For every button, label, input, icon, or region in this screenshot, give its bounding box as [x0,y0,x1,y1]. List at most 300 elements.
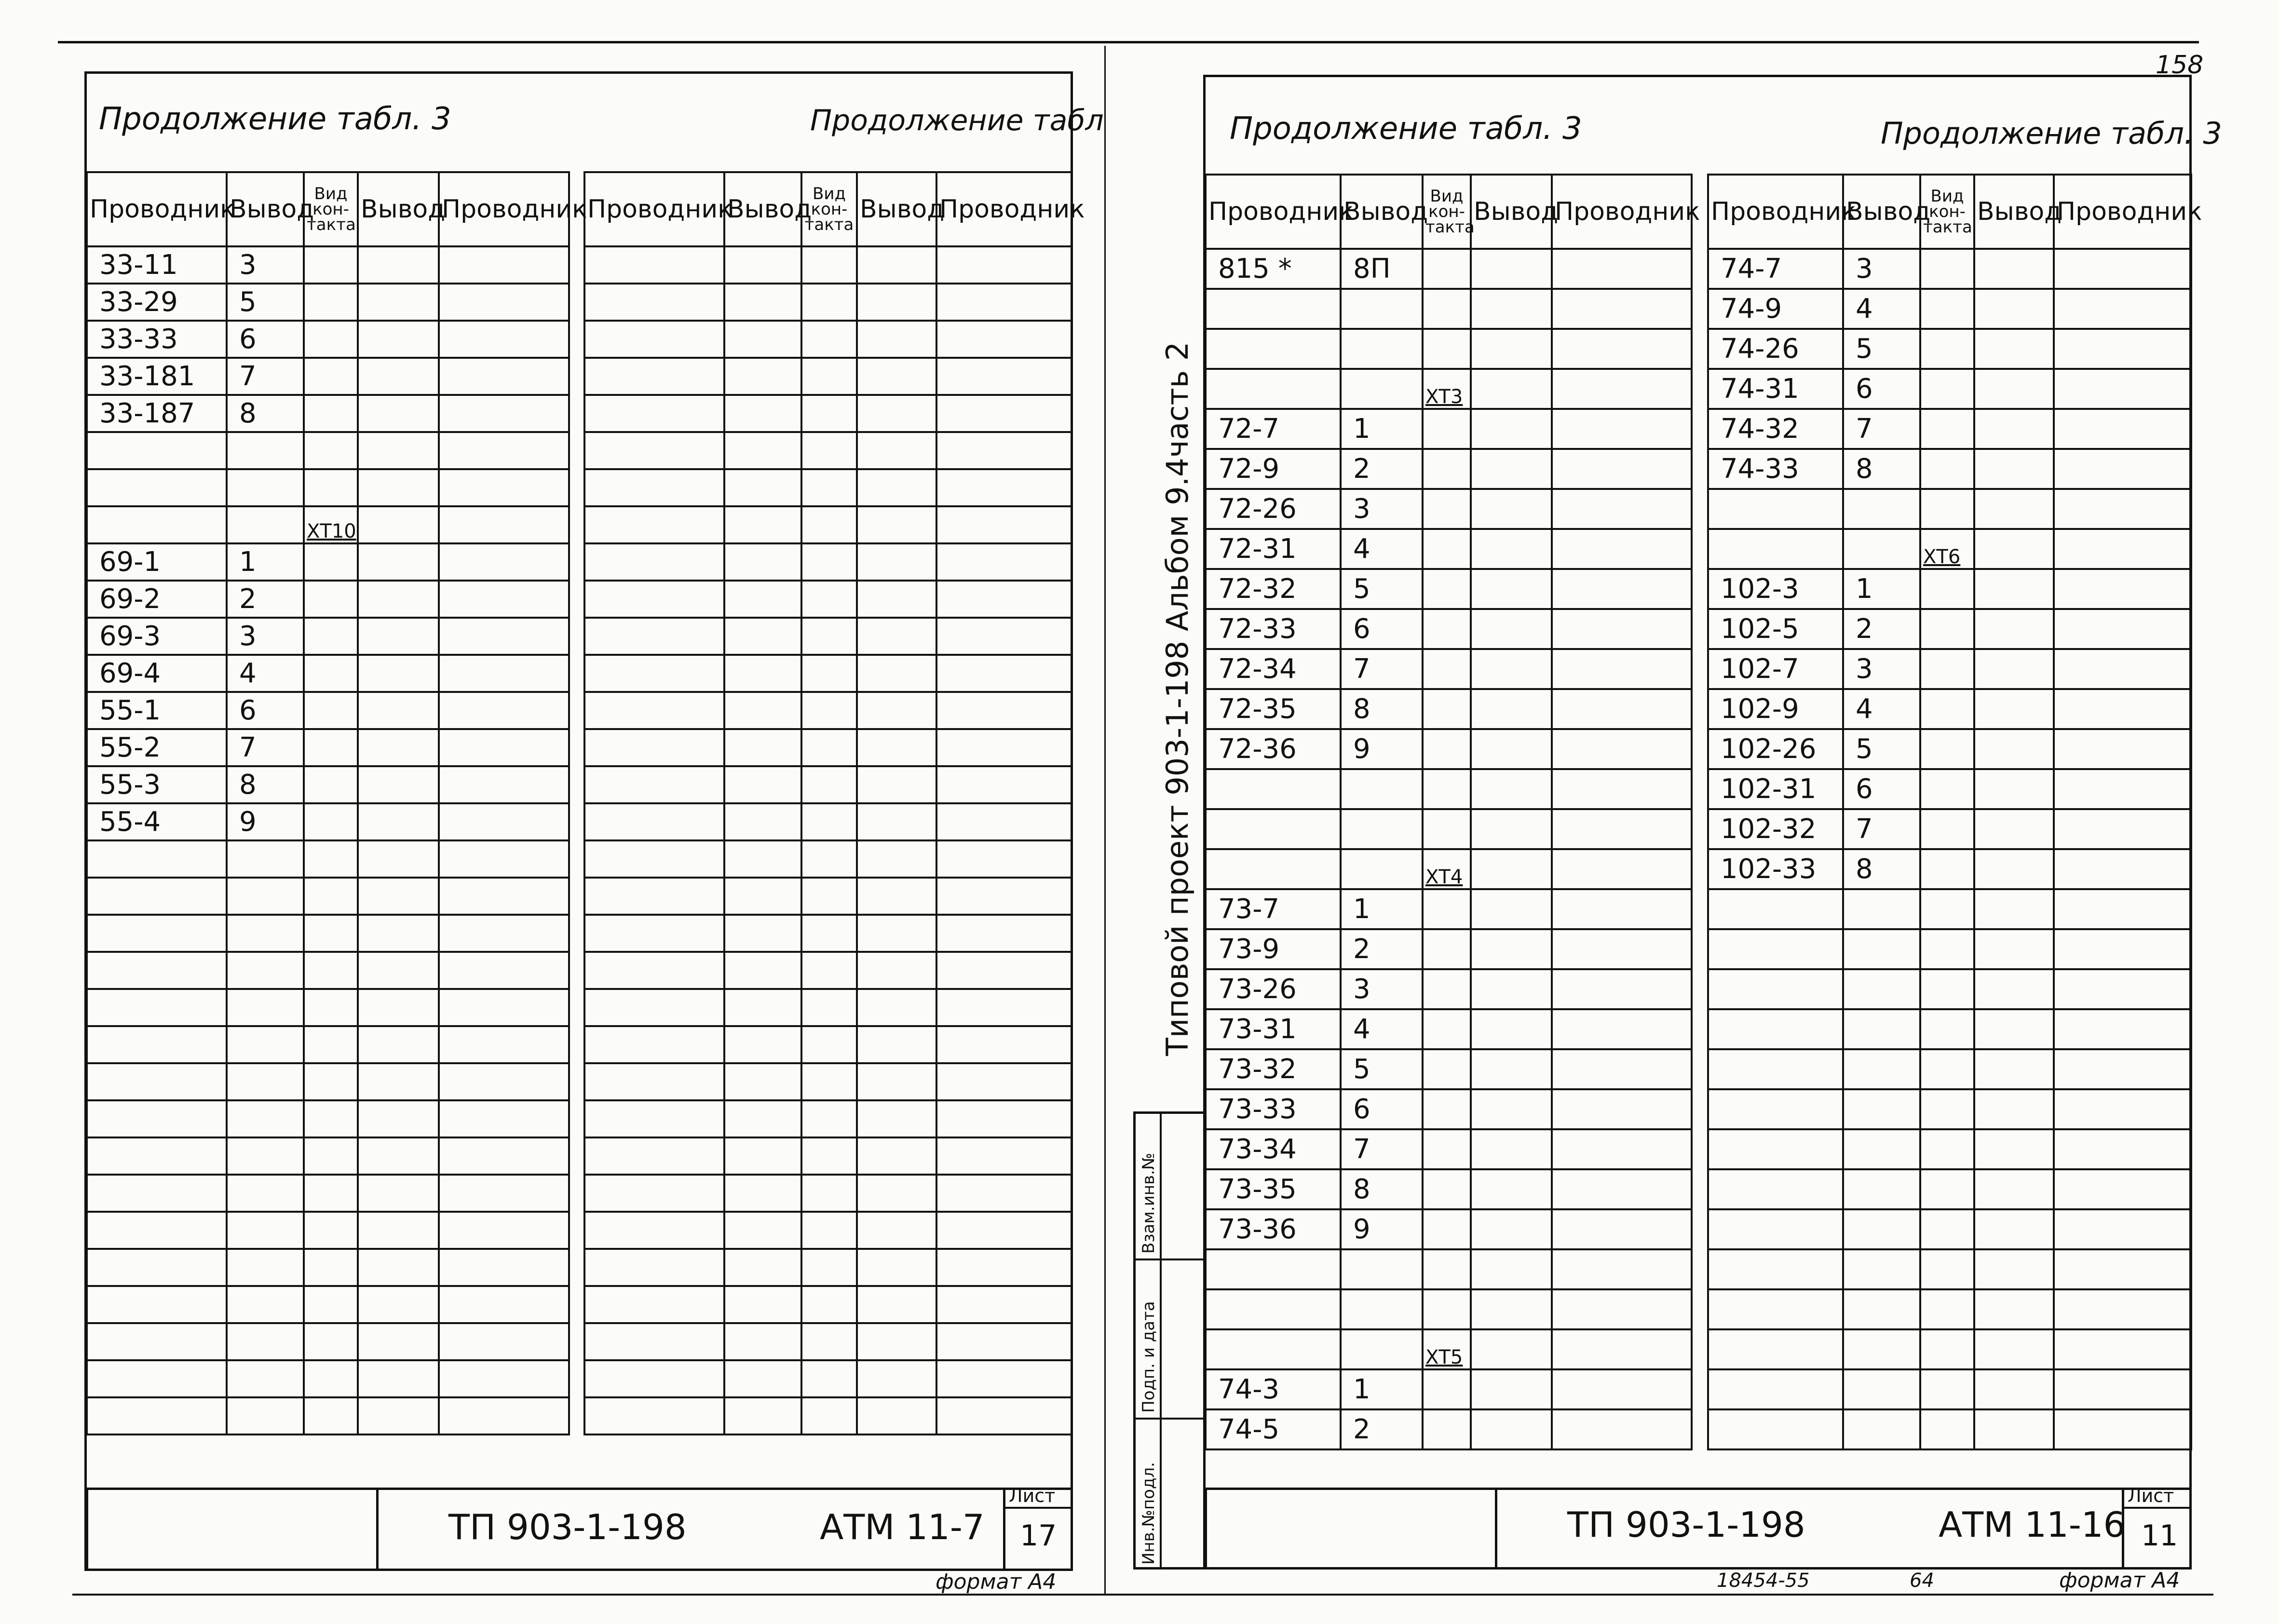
table-row [584,692,1072,729]
contact-cell [304,766,358,803]
output-cell [724,432,801,469]
contact-cell [304,321,358,358]
conductor-2-cell [1552,609,1692,649]
output-2-cell [1974,329,2054,369]
conductor-2-cell [1552,1249,1692,1289]
contact-cell [304,655,358,692]
contact-cell [304,358,358,395]
table-row [584,506,1072,543]
table-row [584,989,1072,1026]
conductor-cell [1206,1289,1341,1329]
conductor-2-cell [439,692,569,729]
contact-cell [1920,769,1974,809]
table-row [1206,809,1692,849]
contact-cell [1920,1049,1974,1089]
table-row [1206,1009,1692,1049]
table-row [87,284,569,321]
table-row [1206,1049,1692,1089]
conductor-2-cell [2054,409,2191,449]
col-output-2: Вывод [1471,175,1552,249]
contact-cell [1920,1409,1974,1449]
contact-cell [801,321,857,358]
table-row [584,284,1072,321]
table-row [87,1286,569,1323]
contact-cell [1920,489,1974,529]
output-cell: 9 [227,803,304,840]
conductor-2-cell [936,1323,1072,1360]
conductor-cell [584,1323,724,1360]
output-cell: 7 [227,729,304,766]
contact-cell [801,1212,857,1249]
conductor-2-cell [2054,1009,2191,1049]
table-row [1206,329,1692,369]
contact-cell [801,878,857,915]
conductor-cell [87,1360,227,1397]
contact-cell [801,840,857,878]
conductor-2-cell [1552,249,1692,289]
table-row [584,1360,1072,1397]
contact-cell [1423,689,1471,729]
table-row [87,1063,569,1100]
contact-cell [801,395,857,432]
conductor-2-cell [2054,649,2191,689]
conductor-2-cell [936,1100,1072,1137]
contact-cell [1920,849,1974,889]
output-2-cell [1471,1089,1552,1129]
output-2-cell [857,1026,936,1063]
contact-cell [1423,289,1471,329]
contact-cell [304,1323,358,1360]
conductor-2-cell [936,1286,1072,1323]
contact-cell [1423,929,1471,969]
conductor-2-cell [1552,289,1692,329]
contact-cell [1423,489,1471,529]
table-row [1206,729,1692,769]
contact-cell [801,655,857,692]
col-conductor-2: Проводник [439,172,569,246]
output-cell: 4 [1341,529,1423,569]
conductor-cell [584,358,724,395]
contact-cell [801,766,857,803]
table-row [1708,1249,2191,1289]
output-2-cell [1471,729,1552,769]
table-row [1708,489,2191,529]
col-conductor: Проводник [1206,175,1341,249]
conductor-cell: 73-34 [1206,1129,1341,1169]
conductor-2-cell [1552,329,1692,369]
output-2-cell [857,1137,936,1175]
conductor-cell [584,395,724,432]
output-cell: 1 [1341,889,1423,929]
output-2-cell [1974,489,2054,529]
output-cell [724,1100,801,1137]
conductor-cell [87,1212,227,1249]
output-cell [724,840,801,878]
output-2-cell [1974,1089,2054,1129]
conductor-cell: 55-1 [87,692,227,729]
output-cell [724,766,801,803]
conductor-2-cell [439,655,569,692]
table-row [87,1249,569,1286]
output-2-cell [1471,1249,1552,1289]
conductor-cell: 72-26 [1206,489,1341,529]
output-cell [724,1397,801,1435]
output-cell: 3 [1341,969,1423,1009]
conductor-cell: 72-9 [1206,449,1341,489]
output-cell [724,543,801,581]
conductor-2-cell [439,840,569,878]
conductor-cell [87,506,227,543]
output-2-cell [1974,569,2054,609]
table-row [1708,1209,2191,1249]
output-2-cell [1471,809,1552,849]
table-row [87,766,569,803]
conductor-2-cell [936,1063,1072,1100]
output-cell [724,1026,801,1063]
conductor-2-cell [439,284,569,321]
output-cell [1843,529,1920,569]
table-row [87,655,569,692]
conductor-cell [87,1100,227,1137]
output-cell: 2 [1341,929,1423,969]
table-row [87,469,569,506]
conductor-2-cell [936,432,1072,469]
output-2-cell [1974,809,2054,849]
conductor-cell: 102-9 [1708,689,1843,729]
contact-cell [1423,1209,1471,1249]
conductor-cell [584,1397,724,1435]
contact-cell [1920,889,1974,929]
output-2-cell [358,395,439,432]
table-row [584,655,1072,692]
contact-cell [801,618,857,655]
conductor-cell [1206,329,1341,369]
output-cell [724,469,801,506]
conductor-cell: 74-7 [1708,249,1843,289]
table-row [1708,609,2191,649]
table-row [87,1026,569,1063]
contact-cell [1423,1129,1471,1169]
output-2-cell [358,803,439,840]
table-row [584,1175,1072,1212]
table-row [87,358,569,395]
output-cell [1341,1249,1423,1289]
output-2-cell [1974,729,2054,769]
output-2-cell [857,1175,936,1212]
contact-cell [1920,1009,1974,1049]
conductor-2-cell [1552,489,1692,529]
output-2-cell [1471,529,1552,569]
output-cell [1843,1209,1920,1249]
conductor-cell [87,1137,227,1175]
conductor-2-cell [2054,329,2191,369]
conductor-2-cell [936,543,1072,581]
conductor-cell: 33-187 [87,395,227,432]
conductor-2-cell [439,618,569,655]
contact-cell [304,1249,358,1286]
conductor-2-cell [439,581,569,618]
output-2-cell [1974,1409,2054,1449]
contact-cell [801,543,857,581]
table-row [584,729,1072,766]
conductor-2-cell [439,878,569,915]
conductor-cell [1206,1249,1341,1289]
conductor-2-cell [2054,889,2191,929]
contact-cell [304,1286,358,1323]
conductor-cell [1206,849,1341,889]
output-2-cell [1471,969,1552,1009]
output-2-cell [1471,249,1552,289]
conductor-cell [87,432,227,469]
conductor-cell: 102-5 [1708,609,1843,649]
conductor-cell [584,692,724,729]
output-2-cell [358,1026,439,1063]
conductor-2-cell [1552,1089,1692,1129]
bottom-note-1: 18454-55 [1717,1570,1810,1592]
conductor-cell: 73-36 [1206,1209,1341,1249]
conductor-2-cell [439,989,569,1026]
side-strip-divider [1160,1111,1162,1570]
conductor-2-cell [2054,489,2191,529]
output-2-cell [857,543,936,581]
contact-cell [1423,889,1471,929]
conductor-2-cell [1552,569,1692,609]
output-cell [724,1137,801,1175]
conductor-2-cell [1552,769,1692,809]
conductor-2-cell [1552,369,1692,409]
output-cell: 4 [227,655,304,692]
left-title-right: Продолжение табл [810,104,1104,137]
output-cell [724,952,801,989]
conductor-2-cell [439,1323,569,1360]
table-row [584,1397,1072,1435]
conductor-2-cell [2054,1049,2191,1089]
conductor-cell: 33-29 [87,284,227,321]
output-2-cell [358,1249,439,1286]
output-2-cell [358,469,439,506]
conductor-cell [1708,1289,1843,1329]
conductor-2-cell [439,1026,569,1063]
conductor-2-cell [1552,1169,1692,1209]
conductor-2-cell [2054,289,2191,329]
conductor-cell [584,543,724,581]
table-row [1206,889,1692,929]
contact-cell [801,506,857,543]
table-row [1206,609,1692,649]
output-2-cell [358,729,439,766]
conductor-2-cell [936,1212,1072,1249]
contact-cell [801,1323,857,1360]
contact-cell [304,581,358,618]
contact-cell [1920,1129,1974,1169]
conductor-2-cell [2054,1209,2191,1249]
col-output-2: Вывод [1974,175,2054,249]
conductor-cell [1206,369,1341,409]
table-row [584,840,1072,878]
output-cell [724,803,801,840]
conductor-2-cell [439,1212,569,1249]
table-row [1708,409,2191,449]
output-cell [1843,1009,1920,1049]
left-format: формат А4 [936,1570,1057,1594]
output-cell [1843,1129,1920,1169]
output-cell: 7 [227,358,304,395]
contact-cell [304,1063,358,1100]
table-row [584,766,1072,803]
output-2-cell [1471,369,1552,409]
output-2-cell [358,1397,439,1435]
output-cell [724,284,801,321]
left-table-1 [86,171,587,1435]
table-row [1708,249,2191,289]
table-row [1206,369,1692,409]
conductor-2-cell [936,655,1072,692]
contact-cell [801,246,857,284]
conductor-2-cell [936,878,1072,915]
side-label-inv-number: Инв.№подл. [1139,1462,1158,1565]
output-cell [724,358,801,395]
output-cell [227,1212,304,1249]
output-cell [1341,769,1423,809]
contact-cell [801,284,857,321]
contact-cell [304,395,358,432]
conductor-cell: 55-4 [87,803,227,840]
output-2-cell [1974,449,2054,489]
output-cell [227,432,304,469]
output-2-cell [358,581,439,618]
table-row [1708,1049,2191,1089]
table-row [87,1175,569,1212]
conductor-cell: 102-33 [1708,849,1843,889]
output-2-cell [1974,689,2054,729]
conductor-cell [1708,1129,1843,1169]
conductor-cell: 74-5 [1206,1409,1341,1449]
conductor-2-cell [439,952,569,989]
table-row [1708,329,2191,369]
contact-cell [1920,1369,1974,1409]
output-cell: 1 [1341,409,1423,449]
output-cell [1843,889,1920,929]
conductor-cell: 72-35 [1206,689,1341,729]
table-row [1206,1289,1692,1329]
output-cell [227,1137,304,1175]
contact-cell [801,1397,857,1435]
output-2-cell [1974,769,2054,809]
table-row [1708,1409,2191,1449]
contact-cell [1920,1169,1974,1209]
table-row [87,395,569,432]
output-2-cell [358,321,439,358]
conductor-cell [1708,969,1843,1009]
conductor-2-cell [2054,729,2191,769]
contact-cell [304,432,358,469]
output-cell [227,506,304,543]
output-2-cell [1974,409,2054,449]
conductor-cell: 815 * [1206,249,1341,289]
output-2-cell [1471,1129,1552,1169]
conductor-cell [1206,289,1341,329]
conductor-2-cell [2054,369,2191,409]
output-2-cell [358,840,439,878]
bottom-trim-line [72,1594,2213,1596]
output-2-cell [358,692,439,729]
conductor-cell [584,952,724,989]
conductor-2-cell [1552,809,1692,849]
conductor-2-cell [439,1063,569,1100]
col-output-2: Вывод [358,172,439,246]
output-cell: 5 [1341,1049,1423,1089]
output-2-cell [1974,609,2054,649]
conductor-cell: 69-1 [87,543,227,581]
conductor-cell [87,878,227,915]
contact-cell [1423,1369,1471,1409]
col-conductor-2: Проводник [936,172,1072,246]
table-row [1206,1209,1692,1249]
right-format: формат А4 [2059,1568,2180,1593]
col-contact-type: Вид кон- такта [304,172,358,246]
conductor-2-cell [439,246,569,284]
table-row [1708,969,2191,1009]
contact-cell [1920,569,1974,609]
right-table-2 [1707,174,2202,1450]
conductor-2-cell [2054,569,2191,609]
conductor-cell [1708,529,1843,569]
output-cell [1843,969,1920,1009]
conductor-cell [87,1175,227,1212]
output-cell: 5 [1843,329,1920,369]
contact-cell [1920,1329,1974,1369]
output-cell: 2 [227,581,304,618]
conductor-2-cell [1552,849,1692,889]
contact-cell [304,618,358,655]
conductor-cell [87,1286,227,1323]
contact-cell [801,1100,857,1137]
contact-cell [1920,1289,1974,1329]
output-cell [724,1323,801,1360]
output-2-cell [857,803,936,840]
conductor-2-cell [2054,1089,2191,1129]
output-cell: 5 [227,284,304,321]
output-cell [227,1175,304,1212]
col-contact-type: Вид кон- такта [801,172,857,246]
output-2-cell [1974,1169,2054,1209]
side-project-text: Типовой проект 903-1-198 Альбом 9.4часть 2 [1160,341,1195,1056]
output-2-cell [857,246,936,284]
conductor-cell [584,284,724,321]
conductor-2-cell [439,915,569,952]
table-row [87,1397,569,1435]
conductor-cell [584,1360,724,1397]
contact-cell [1920,1249,1974,1289]
conductor-cell [1708,1329,1843,1369]
contact-cell [1423,809,1471,849]
contact-cell [801,1286,857,1323]
table-row [1708,689,2191,729]
contact-cell [1423,729,1471,769]
table-row [584,543,1072,581]
contact-cell [1920,929,1974,969]
output-cell [724,989,801,1026]
contact-cell [801,803,857,840]
output-cell [1341,1329,1423,1369]
table-row [1708,1009,2191,1049]
output-2-cell [358,655,439,692]
conductor-2-cell [439,1175,569,1212]
conductor-cell [584,581,724,618]
conductor-2-cell [2054,849,2191,889]
output-cell: 3 [1843,249,1920,289]
output-cell [1843,1409,1920,1449]
